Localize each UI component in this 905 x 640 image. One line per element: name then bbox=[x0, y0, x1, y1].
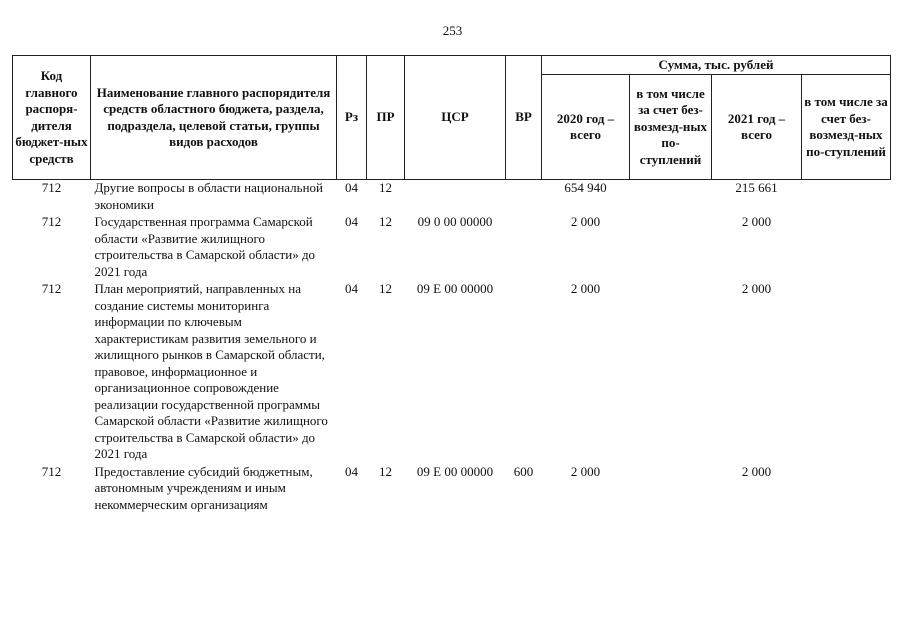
row-2021-free bbox=[802, 180, 891, 215]
row-name: Предоставление субсидий бюджетным, автономным учреждениям и иным некоммерческим организациям bbox=[94, 463, 313, 512]
row-pr: 12 bbox=[379, 180, 392, 195]
row-rz: 04 bbox=[345, 281, 358, 296]
row-rz: 04 bbox=[345, 214, 358, 229]
header-pr: ПР bbox=[367, 56, 405, 180]
row-2020-free bbox=[630, 464, 712, 515]
row-pr: 12 bbox=[379, 281, 392, 296]
row-2020-total: 2 000 bbox=[570, 214, 601, 229]
header-2020-total: 2020 год – всего bbox=[542, 75, 630, 180]
row-code: 712 bbox=[41, 463, 62, 479]
row-2020-free bbox=[630, 281, 712, 464]
row-csr: 09 0 00 00000 bbox=[417, 214, 493, 229]
row-2021-total: 2 000 bbox=[741, 463, 772, 479]
row-name: Государственная программа Самарской области «Развитие жилищного строительства в Самарской области» до 2021 года bbox=[94, 214, 316, 279]
header-csr: ЦСР bbox=[405, 56, 506, 180]
header-2021-free: в том числе за счет без-возмезд-ных по-ступлений bbox=[802, 75, 891, 180]
row-vr bbox=[506, 214, 542, 281]
row-pr: 12 bbox=[379, 463, 392, 479]
header-2021-total: 2021 год – всего bbox=[712, 75, 802, 180]
budget-table bbox=[12, 55, 891, 514]
row-name: План мероприятий, направленных на создание системы мониторинга информации по ключевым характеристикам развития земельного и жилищного рынков в Самарской области, правовое, информационное и организационное сопровождение реализации государственной программы Самарской области «Развитие жилищного строительства в Самарской области» до 2021 года bbox=[94, 281, 328, 461]
table-row bbox=[13, 214, 891, 281]
row-2020-total: 2 000 bbox=[570, 463, 601, 479]
row-2020-total: 654 940 bbox=[564, 180, 607, 195]
row-vr bbox=[506, 281, 542, 464]
table-row bbox=[13, 464, 891, 515]
row-csr: 09 Е 00 00000 bbox=[416, 463, 494, 479]
row-name: Другие вопросы в области национальной экономики bbox=[94, 180, 323, 212]
row-2021-free bbox=[802, 281, 891, 464]
row-2021-free bbox=[802, 214, 891, 281]
row-rz: 04 bbox=[345, 463, 358, 479]
row-vr bbox=[506, 180, 542, 215]
page-number: 253 bbox=[442, 23, 463, 38]
row-2020-free bbox=[630, 214, 712, 281]
table-row bbox=[13, 180, 891, 215]
row-code: 712 bbox=[41, 180, 62, 195]
header-2020-free: в том числе за счет без-возмезд-ных по-ступлений bbox=[630, 75, 712, 180]
row-2021-total: 2 000 bbox=[741, 281, 772, 296]
row-rz: 04 bbox=[345, 180, 358, 195]
row-2020-free bbox=[630, 180, 712, 215]
row-2020-total: 2 000 bbox=[570, 281, 601, 296]
header-code: Код главного распоря-дителя бюджет-ных средств bbox=[13, 56, 91, 180]
row-pr: 12 bbox=[379, 214, 392, 229]
row-vr: 600 bbox=[513, 463, 534, 479]
header-rz: Рз bbox=[337, 56, 367, 180]
table-row bbox=[13, 281, 891, 464]
row-2021-total: 2 000 bbox=[741, 214, 772, 229]
header-sum: Сумма, тыс. рублей bbox=[542, 56, 891, 75]
row-csr: 09 Е 00 00000 bbox=[416, 281, 494, 296]
header-vr: ВР bbox=[506, 56, 542, 180]
header-name: Наименование главного распорядителя средств областного бюджета, раздела, подраздела, целевой статьи, группы видов расходов bbox=[91, 56, 337, 180]
row-code: 712 bbox=[41, 214, 62, 229]
row-code: 712 bbox=[41, 281, 62, 296]
row-2021-free bbox=[802, 464, 891, 515]
row-csr bbox=[405, 180, 506, 215]
row-2021-total: 215 661 bbox=[735, 180, 778, 195]
